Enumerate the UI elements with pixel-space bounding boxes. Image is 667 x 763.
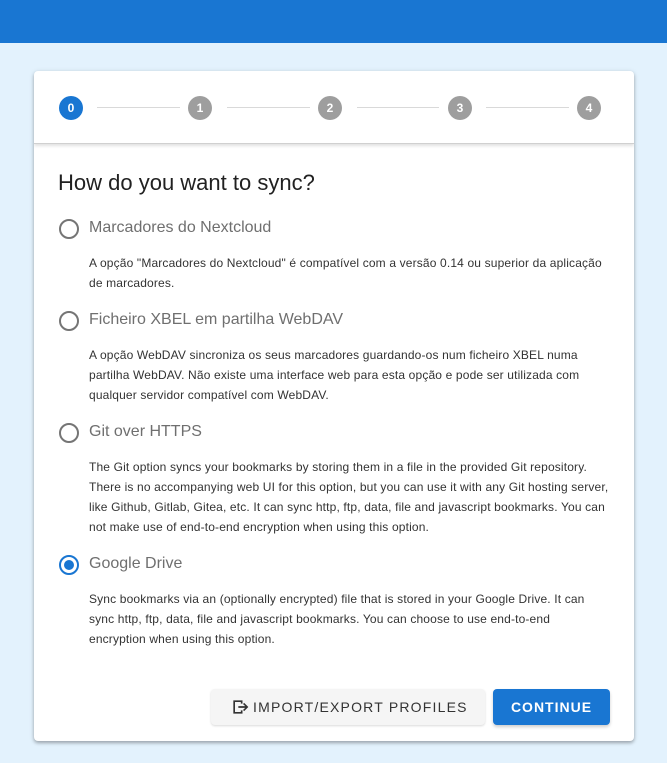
app-bar (0, 0, 667, 43)
import-export-label: IMPORT/EXPORT PROFILES (253, 699, 468, 715)
option-description: A opção WebDAV sincroniza os seus marcadores guardando-os num ficheiro XBEL numa partilha WebDAV. Não existe uma interface web para esta opção e pode ser utilizada com qualquer servidor compatível com WebDAV. (89, 348, 580, 402)
option-description: The Git option syncs your bookmarks by storing them in a file in the provided Git repository. There is no accompanying web UI for this option, but you can use it with any Git hosting server, like Github, Gitlab, Gitea, etc. It can sync http, ftp, data, file and javascript bookmarks. You can not make use of end-to-end encryption when using this option. (89, 460, 609, 534)
export-icon (230, 697, 250, 717)
option-row[interactable] (58, 421, 618, 447)
step-3[interactable]: 3 (448, 96, 472, 120)
radio-nextcloud[interactable] (59, 219, 79, 239)
step-4[interactable]: 4 (577, 96, 601, 120)
stepper (34, 71, 634, 144)
option-nextcloud (58, 217, 618, 293)
step-1[interactable]: 1 (188, 96, 212, 120)
step-connector (227, 107, 310, 108)
step-0[interactable]: 0 (59, 96, 83, 120)
radio-google-drive[interactable] (59, 555, 79, 575)
step-2[interactable]: 2 (318, 96, 342, 120)
option-row[interactable] (58, 309, 618, 335)
option-label[interactable]: Ficheiro XBEL em partilha WebDAV (89, 311, 344, 328)
continue-button[interactable]: CONTINUE (493, 689, 610, 725)
page-title: How do you want to sync? (58, 170, 315, 195)
option-row[interactable] (58, 217, 618, 243)
option-google-drive (58, 553, 618, 649)
option-label[interactable]: Google Drive (89, 555, 183, 572)
option-webdav (58, 309, 618, 405)
option-description: A opção "Marcadores do Nextcloud" é compatível com a versão 0.14 ou superior da aplicação de marcadores. (89, 256, 602, 290)
option-row[interactable] (58, 553, 618, 579)
sync-setup-card (34, 71, 634, 741)
option-label[interactable]: Marcadores do Nextcloud (89, 219, 272, 236)
option-label[interactable]: Git over HTTPS (89, 423, 202, 440)
radio-webdav[interactable] (59, 311, 79, 331)
radio-git[interactable] (59, 423, 79, 443)
step-connector (97, 107, 180, 108)
option-git (58, 421, 618, 537)
option-description: Sync bookmarks via an (optionally encrypted) file that is stored in your Google Drive. It can sync http, ftp, data, file and javascript bookmarks. You can choose to use end-to-end encryption when using this option. (89, 592, 585, 646)
step-connector (486, 107, 569, 108)
step-connector (357, 107, 439, 108)
import-export-profiles-button[interactable] (211, 689, 485, 725)
sync-options-content (58, 167, 618, 646)
